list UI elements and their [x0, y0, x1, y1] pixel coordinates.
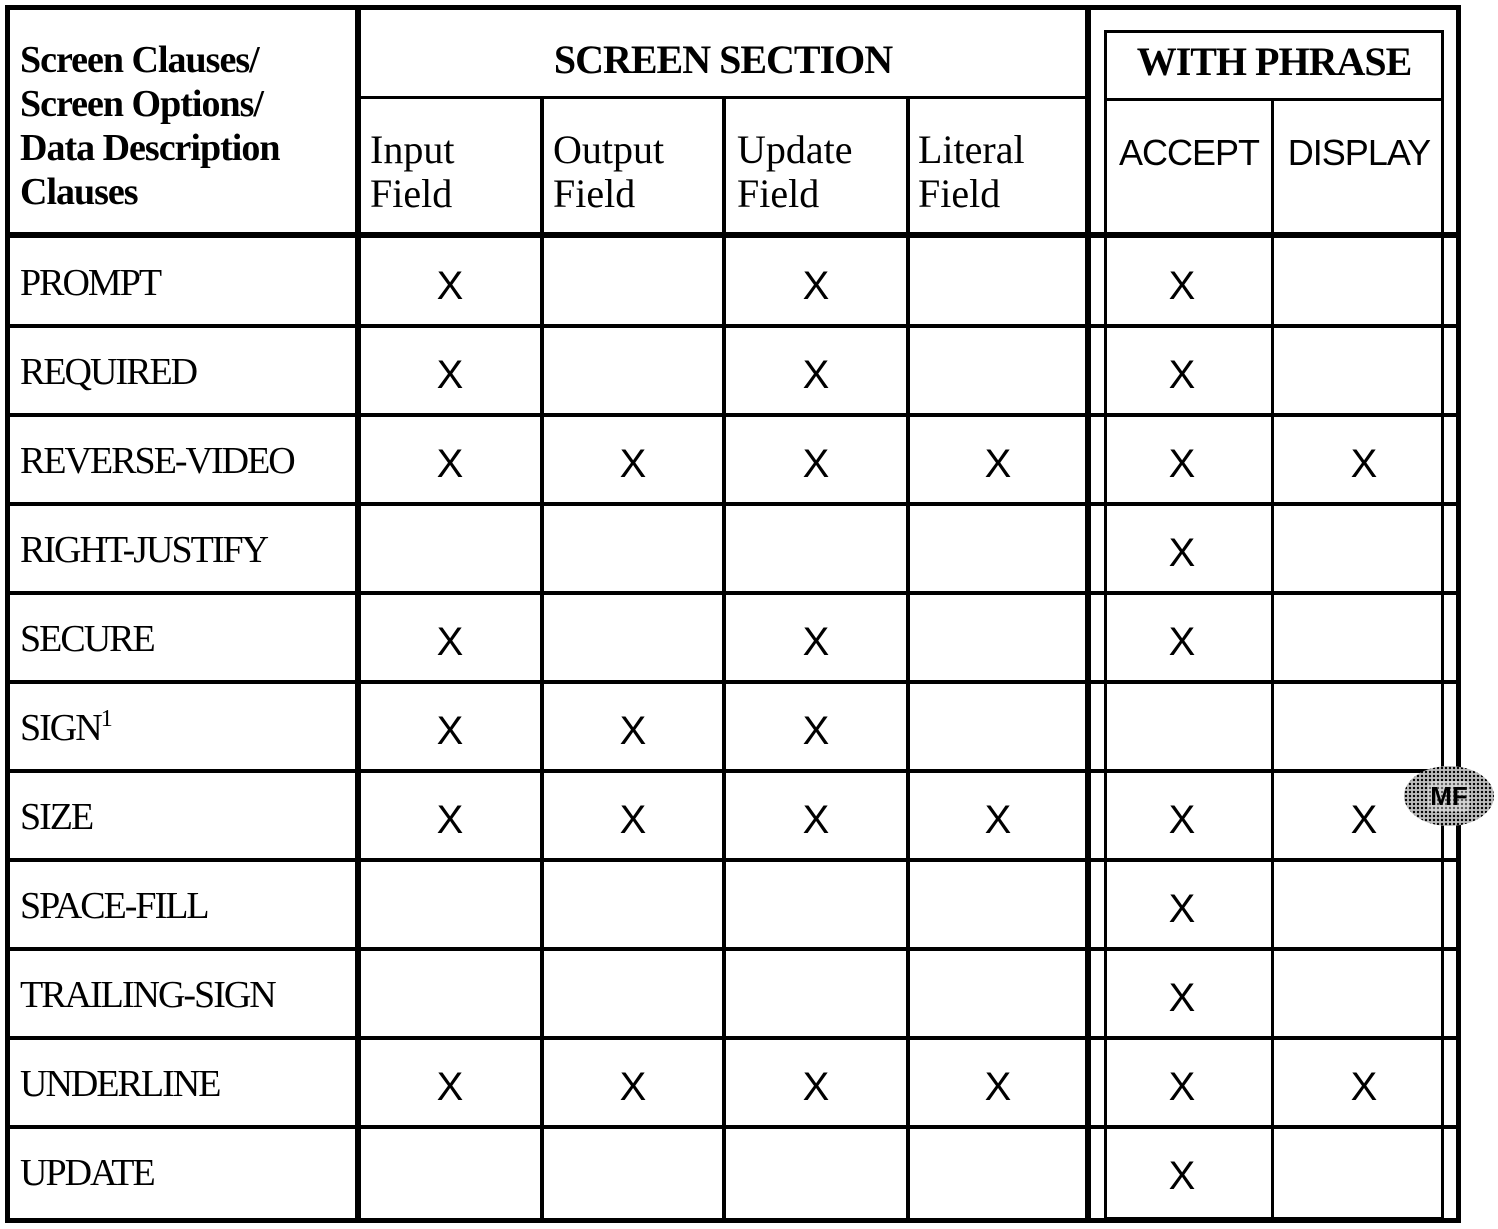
row-label-text: SECURE — [20, 618, 154, 660]
cell-mark: X — [1350, 442, 1378, 486]
column-header-update-field: Update Field — [737, 127, 853, 216]
cell-mark: X — [619, 1065, 647, 1109]
cell-mark: X — [1168, 264, 1196, 308]
cell-mark: X — [1168, 353, 1196, 397]
row-label — [20, 886, 208, 926]
mf-stamp: MF — [1404, 766, 1494, 826]
cell-mark: X — [436, 264, 464, 308]
cell-mark: X — [984, 798, 1012, 842]
cell-mark: X — [436, 353, 464, 397]
row-divider — [5, 413, 1461, 417]
column-header-literal-field: Literal Field — [918, 127, 1025, 216]
cell-mark: X — [1168, 1065, 1196, 1109]
footnote-marker: 1 — [100, 706, 111, 732]
row-label-text: SIGN — [20, 707, 101, 749]
row-label-text: TRAILING-SIGN — [20, 974, 275, 1016]
cell-mark: X — [1168, 442, 1196, 486]
cell-mark: X — [802, 620, 830, 664]
cell-mark: X — [1350, 798, 1378, 842]
cell-mark: X — [436, 798, 464, 842]
cell-mark: X — [802, 264, 830, 308]
row-label — [20, 975, 275, 1015]
row-label — [20, 1064, 219, 1104]
row-divider — [5, 591, 1461, 595]
row-label-text: REVERSE-VIDEO — [20, 440, 294, 482]
row-label — [20, 441, 294, 481]
row-label-text: REQUIRED — [20, 351, 197, 393]
row-divider — [5, 769, 1461, 773]
row-label — [20, 619, 154, 659]
cell-mark: X — [802, 1065, 830, 1109]
row-divider — [5, 680, 1461, 684]
column-header-display: DISPLAY — [1287, 132, 1431, 173]
cell-mark: X — [1350, 1065, 1378, 1109]
cell-mark: X — [1168, 1154, 1196, 1198]
divider-input-output — [540, 98, 544, 1223]
column-header-accept: ACCEPT — [1118, 132, 1260, 173]
column-header-input-field: Input Field — [370, 127, 455, 216]
screen-section-title: SCREEN SECTION — [553, 37, 893, 82]
rule-screen-section-title — [358, 96, 1088, 99]
row-label — [20, 352, 196, 392]
row-label-text: UNDERLINE — [20, 1063, 220, 1105]
row-divider — [5, 947, 1461, 951]
divider-accept-display — [1271, 98, 1274, 1220]
cell-mark: X — [436, 620, 464, 664]
row-label — [20, 263, 160, 303]
row-label-text: UPDATE — [20, 1152, 154, 1194]
with-phrase-title: WITH PHRASE — [1136, 39, 1412, 84]
cell-mark: X — [436, 442, 464, 486]
cell-mark: X — [436, 709, 464, 753]
cell-mark: X — [1168, 531, 1196, 575]
divider-update-literal — [906, 98, 910, 1223]
row-label-text: RIGHT-JUSTIFY — [20, 529, 268, 571]
cell-mark: X — [1168, 798, 1196, 842]
cell-mark: X — [1168, 976, 1196, 1020]
cell-mark: X — [1168, 620, 1196, 664]
divider-screen-section — [1085, 5, 1091, 1223]
cell-mark: X — [436, 1065, 464, 1109]
rule-header-bottom — [5, 232, 1461, 238]
row-label — [20, 530, 267, 570]
cell-mark: X — [802, 442, 830, 486]
row-label — [20, 1153, 154, 1193]
cell-mark: X — [619, 709, 647, 753]
cell-mark: X — [802, 709, 830, 753]
row-divider — [5, 1125, 1461, 1129]
rule-with-phrase-title — [1104, 98, 1444, 101]
divider-label-column — [355, 5, 361, 1223]
row-label-text: PROMPT — [20, 262, 161, 304]
cell-mark: X — [802, 798, 830, 842]
row-divider — [5, 502, 1461, 506]
column-header-output-field: Output Field — [553, 127, 665, 216]
cell-mark: X — [984, 442, 1012, 486]
cell-mark: X — [1168, 887, 1196, 931]
row-divider — [5, 1036, 1461, 1040]
row-label-text: SIZE — [20, 796, 93, 838]
cell-mark: X — [619, 798, 647, 842]
cell-mark: X — [619, 442, 647, 486]
cell-mark: X — [802, 353, 830, 397]
row-label-text: SPACE-FILL — [20, 885, 208, 927]
row-label — [20, 708, 111, 753]
cell-mark: X — [984, 1065, 1012, 1109]
row-divider — [5, 858, 1461, 862]
divider-output-update — [722, 98, 726, 1223]
corner-header: Screen Clauses/ Screen Options/ Data Description Clauses — [20, 39, 280, 213]
row-label — [20, 797, 92, 837]
row-divider — [5, 324, 1461, 328]
